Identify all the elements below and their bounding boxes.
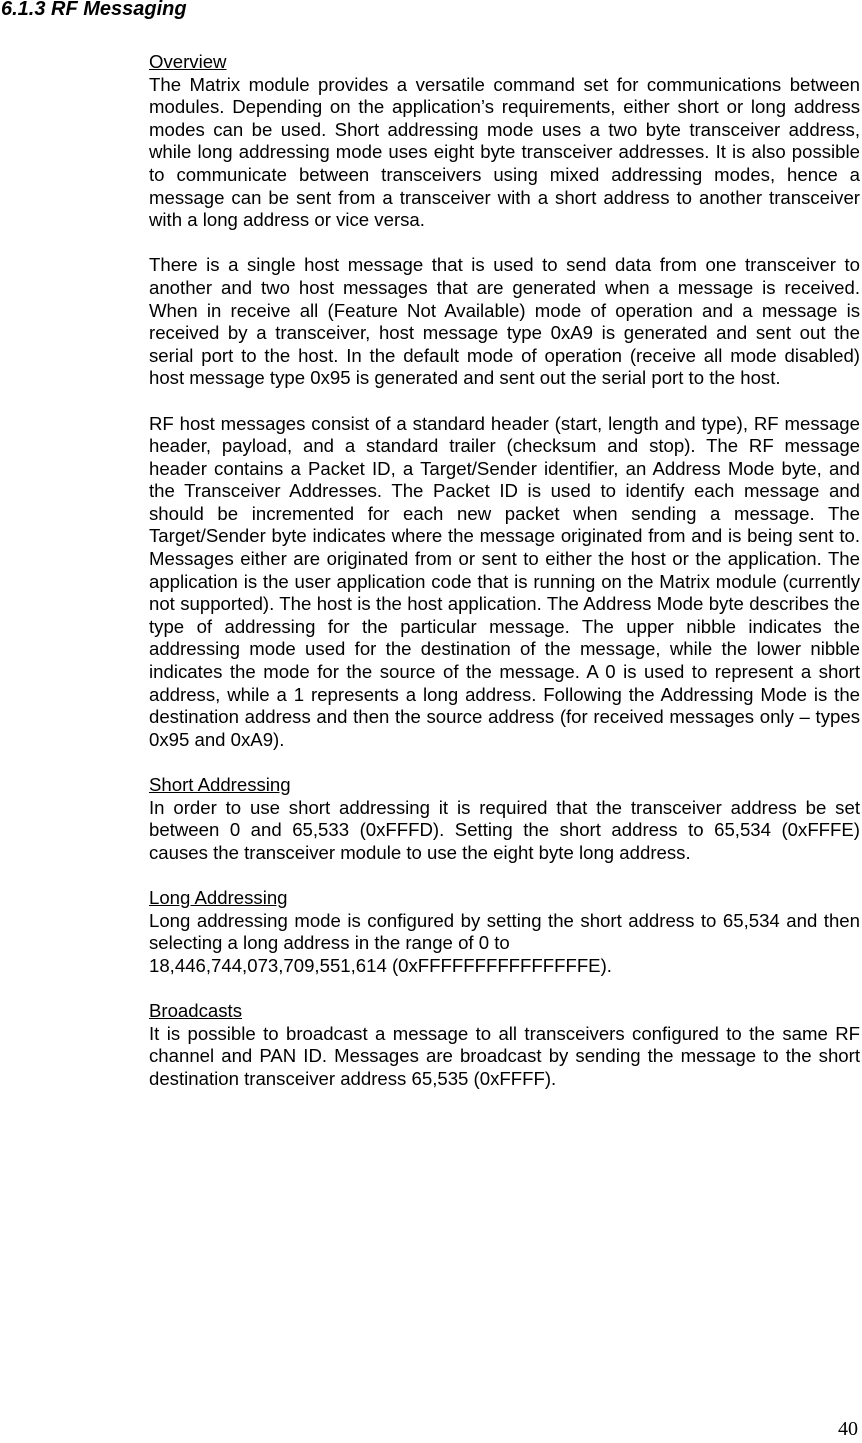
broadcasts-heading: Broadcasts bbox=[149, 999, 243, 1021]
short-addressing-heading: Short Addressing bbox=[149, 774, 291, 795]
section-title: 6.1.3 RF Messaging bbox=[1, 0, 187, 20]
paragraph-spacer bbox=[149, 864, 860, 887]
broadcasts-paragraph: It is possible to broadcast a message to all transceivers configured to the same RF channel and PAN ID. Messages are broadcast by sending the message to the short destination transceiver address 65,535 (0xFFFF). bbox=[149, 1022, 860, 1089]
long-addressing-heading: Long Addressing bbox=[149, 886, 288, 908]
paragraph-spacer bbox=[149, 977, 860, 1000]
overview-paragraph-2: There is a single host message that is used to send data from one transceiver to another and two host messages that are generated when a message is received. When in receive all (Feature Not Available) mode of operation and a message is received by a transceiver, host message type 0xA9 is generated and sent out the serial port to the host. In the default mode of operation (receive all mode disabled) host message type 0x95 is generated and sent out the serial port to the host. bbox=[149, 254, 860, 389]
short-addressing-paragraph: In order to use short addressing it is required that the transceiver address be set between 0 and 65,533 (0xFFFD). Setting the short address to 65,534 (0xFFFE) causes the transceiver module to use the eight byte long address. bbox=[149, 796, 860, 863]
document-body bbox=[149, 51, 860, 1090]
paragraph-spacer bbox=[149, 751, 860, 774]
page-number: 40 bbox=[838, 1418, 858, 1440]
paragraph-spacer bbox=[149, 232, 860, 255]
overview-paragraph-1: The Matrix module provides a versatile command set for communications between modules. Depending on the application’s requirements, either short or long address modes can be used. Short addressing mode uses a two byte transceiver address, while long addressing mode uses eight byte transceiver addresses. It is also possible to communicate between transceivers using mixed addressing modes, hence a message can be sent from a transceiver with a short address to another transceiver with a long address or vice versa. bbox=[149, 73, 860, 231]
paragraph-spacer bbox=[149, 390, 860, 413]
long-addressing-paragraph: Long addressing mode is configured by setting the short address to 65,534 and then selecting a long address in the range of 0 to 18,446,744,073,709,551,614 (0xFFFFFFFFFFFFFFFE). bbox=[149, 909, 860, 976]
overview-paragraph-3: RF host messages consist of a standard header (start, length and type), RF message header, payload, and a standard trailer (checksum and stop). The RF message header contains a Packet ID, a Target/Sender identifier, an Address Mode byte, and the Transceiver Addresses. The Packet ID is used to identify each message and should be incremented for each new packet when sending a message. The Target/Sender byte indicates where the message originated from and is being sent to. Messages either are originated from or sent to either the host or the application. The application is the user application code that is running on the Matrix module (currently not supported). The host is the host application. The Address Mode byte describes the type of addressing for the particular message. The upper nibble indicates the addressing mode used for the destination of the message, while the lower nibble indicates the mode for the source of the message. A 0 is used to represent a short address, while a 1 represents a long address. Following the Addressing Mode is the destination address and then the source address (for received messages only – types 0x95 and 0xA9). bbox=[149, 412, 860, 750]
overview-heading: Overview bbox=[149, 51, 227, 72]
